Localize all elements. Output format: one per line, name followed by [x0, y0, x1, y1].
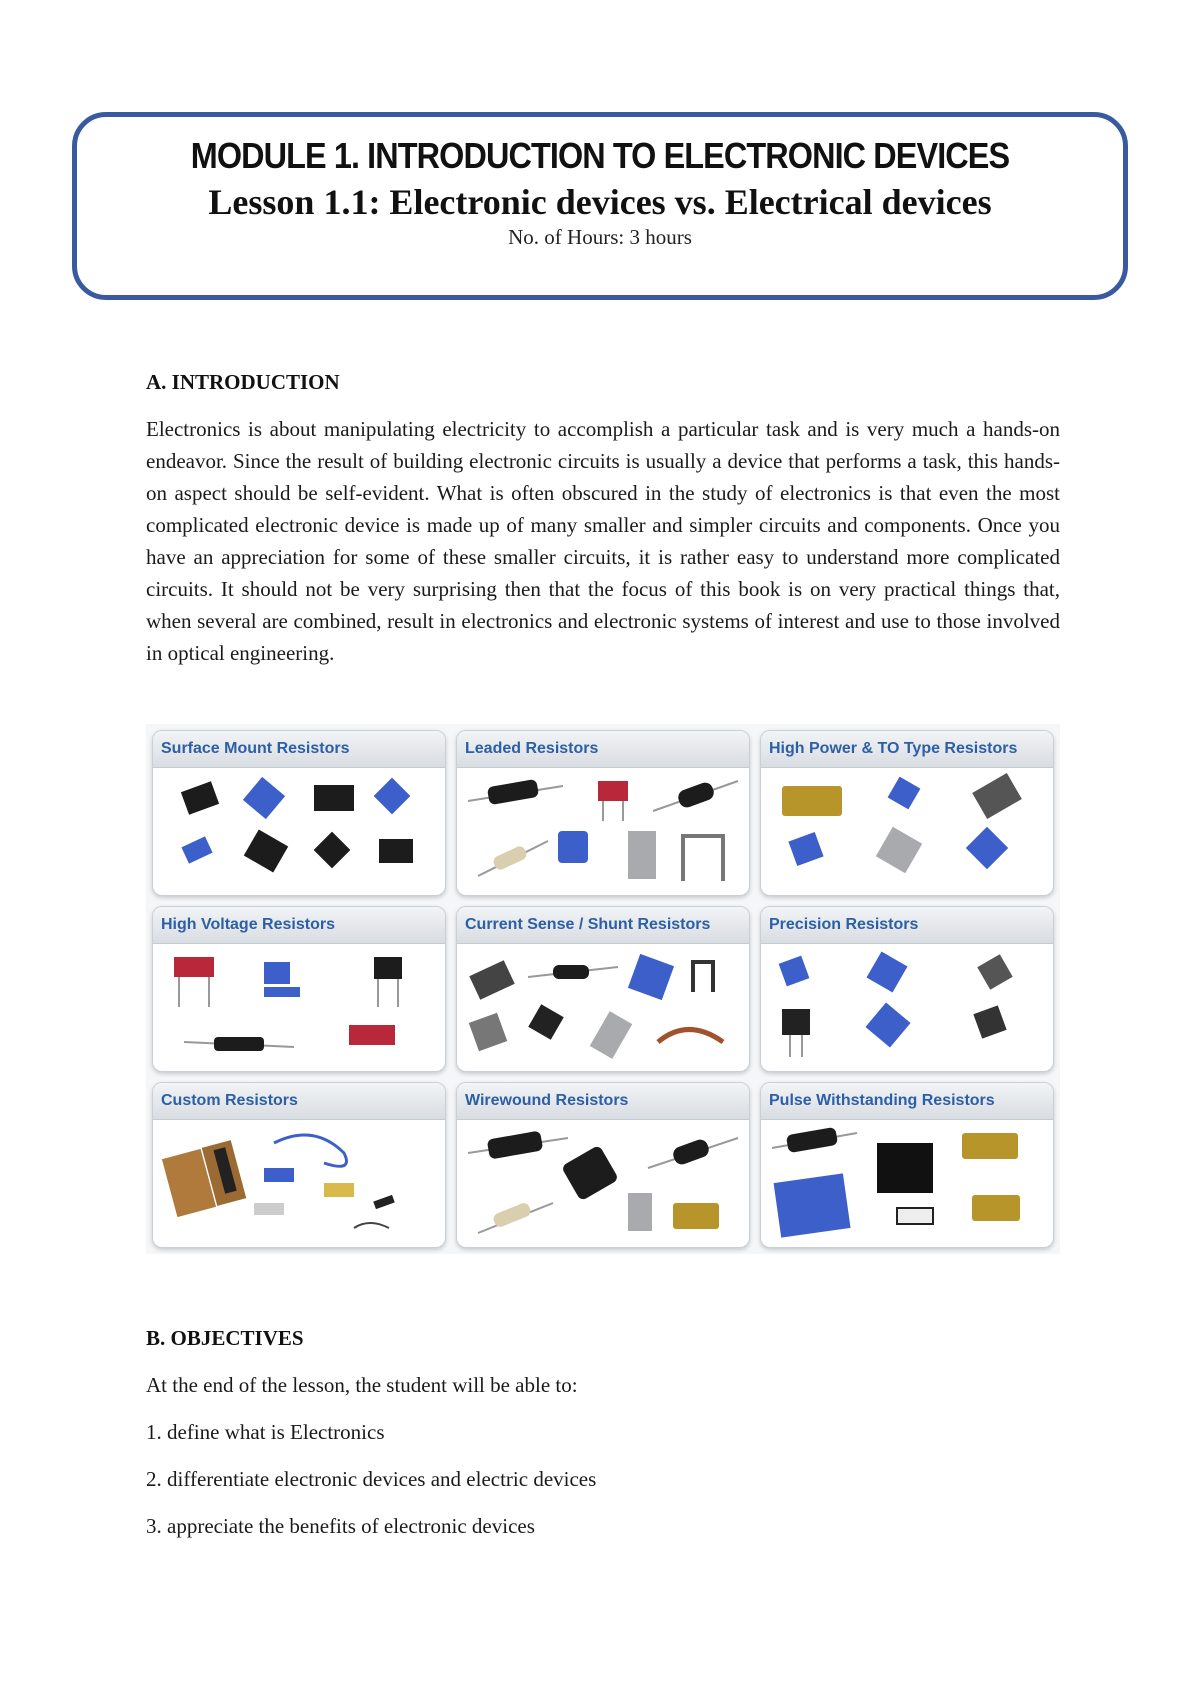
resistor-card-title: Pulse Withstanding Resistors	[761, 1083, 1053, 1120]
resistor-card	[152, 730, 446, 896]
resistor-card-title: Custom Resistors	[153, 1083, 445, 1120]
leaded-resistors-picture	[457, 771, 749, 891]
resistor-card-title: Wirewound Resistors	[457, 1083, 749, 1120]
resistor-types-image	[146, 724, 1060, 1254]
resistor-card	[152, 906, 446, 1072]
objective-item: 3. appreciate the benefits of electronic devices	[146, 1514, 535, 1538]
introduction-paragraph: Electronics is about manipulating electricity to accomplish a particular task and is very much a hands-on endeavor. Since the result of building electronic circuits is usually a device that performs a task, this hands-on aspect should be self-evident. What is often obscured in the study of electronics is that even the most complicated electronic device is made up of many smaller and simpler circuits and components. Once you have an appreciation for some of these smaller circuits, it is rather easy to understand more complicated circuits. It should not be very surprising then that the focus of this book is on very practical things that, when several are combined, result in electronics and electronic systems of interest and use to those involved in optical engineering.	[146, 417, 1060, 665]
custom-resistors-picture	[153, 1123, 445, 1243]
objective-item: 2. differentiate electronic devices and electric devices	[146, 1467, 597, 1491]
resistor-card	[760, 730, 1054, 896]
resistor-card-title: Surface Mount Resistors	[153, 731, 445, 768]
resistor-card	[456, 730, 750, 896]
objectives-intro: At the end of the lesson, the student will be able to:	[146, 1373, 578, 1397]
resistor-card	[760, 906, 1054, 1072]
introduction-heading: A. INTRODUCTION	[146, 370, 340, 394]
resistor-card-title: High Voltage Resistors	[153, 907, 445, 944]
resistor-card-title: Leaded Resistors	[457, 731, 749, 768]
resistor-card	[760, 1082, 1054, 1248]
wirewound-resistors-picture	[457, 1123, 749, 1243]
resistor-card-title: Current Sense / Shunt Resistors	[457, 907, 749, 944]
resistor-card	[456, 1082, 750, 1248]
high-voltage-resistors-picture	[153, 947, 445, 1067]
hours-label: No. of Hours: 3 hours	[508, 225, 692, 249]
module-header-box	[72, 112, 1128, 300]
resistor-card	[456, 906, 750, 1072]
lesson-title: Lesson 1.1: Electronic devices vs. Electrical devices	[208, 182, 992, 222]
precision-resistors-picture	[761, 947, 1053, 1067]
objectives-section	[146, 1326, 1060, 1539]
module-title: MODULE 1. INTRODUCTION TO ELECTRONIC DEVICES	[190, 135, 1010, 176]
resistor-card-title: High Power & TO Type Resistors	[761, 731, 1053, 768]
surface-mount-resistors-picture	[153, 771, 445, 891]
current-sense-resistors-picture	[457, 947, 749, 1067]
introduction-section	[146, 370, 1060, 669]
resistor-card	[152, 1082, 446, 1248]
high-power-resistors-picture	[761, 771, 1053, 891]
objectives-heading: B. OBJECTIVES	[146, 1326, 304, 1350]
pulse-withstanding-resistors-picture	[761, 1123, 1053, 1243]
objective-item: 1. define what is Electronics	[146, 1420, 385, 1444]
resistor-card-title: Precision Resistors	[761, 907, 1053, 944]
